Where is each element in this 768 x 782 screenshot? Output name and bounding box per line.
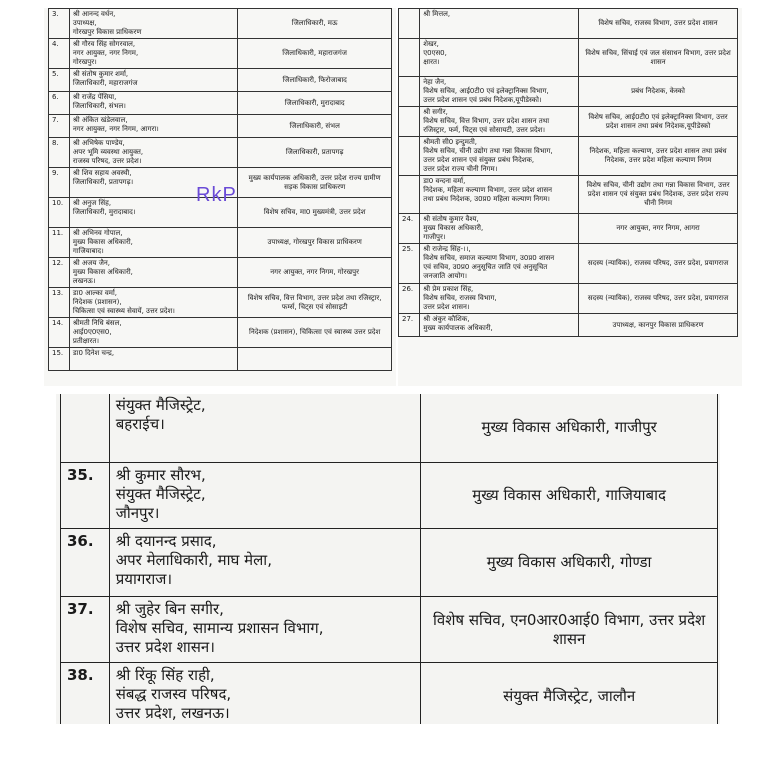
serial-number: 38. — [61, 663, 110, 725]
table-row — [61, 529, 718, 597]
name-line: श्री गौरव सिंह सोगरवाल, — [72, 40, 136, 48]
serial-number: 9. — [49, 168, 70, 198]
name-line: गाजीपुर। — [423, 233, 446, 241]
table-row — [49, 318, 392, 348]
new-posting: संयुक्त मैजिस्ट्रेट, जालौन — [421, 663, 718, 725]
name-line: श्री अनुज सिंह, — [72, 199, 112, 207]
name-line: नेहा जैन, — [423, 78, 447, 86]
table-row — [49, 39, 392, 69]
name-line: अपर भूमि व्यवस्था आयुक्त, — [72, 148, 144, 156]
table-row — [61, 663, 718, 725]
officer-name-current-post — [69, 258, 237, 288]
new-posting: निदेशक (प्रशासन), चिकित्सा एवं स्वास्थ्य उत्तर प्रदेश — [238, 318, 392, 348]
name-line: बहराईच। — [115, 415, 165, 433]
table-row — [399, 137, 738, 176]
name-line: श्रीमती निधि बंसल, — [72, 319, 122, 327]
officer-name-current-post — [69, 39, 237, 69]
new-posting: उपाध्यक्ष, कानपुर विकास प्राधिकरण — [579, 314, 738, 337]
new-posting: जिलाधिकारी, संभल — [238, 115, 392, 138]
serial-number — [61, 394, 110, 463]
serial-number: 6. — [49, 92, 70, 115]
officer-name-current-post — [420, 9, 579, 39]
new-posting: नगर आयुक्त, नगर निगम, गोरखपुर — [238, 258, 392, 288]
serial-number: 13. — [49, 288, 70, 318]
name-line: चिकित्सा एवं स्वास्थ्य सेवायें, उत्तर प्रदेश। — [72, 307, 175, 315]
new-posting: विशेष सचिव, मा0 मुख्यमंत्री, उत्तर प्रदेश — [238, 198, 392, 228]
name-line: रजिस्ट्रार, फर्म, चिट्स एवं सोसायटी, उत्तर प्रदेश। — [423, 126, 546, 134]
officer-name-current-post — [109, 597, 421, 663]
serial-number: 24. — [399, 214, 420, 244]
name-line: जिलाधिकारी, मुरादाबाद। — [72, 208, 136, 216]
name-line: श्री मित्तल, — [423, 10, 451, 18]
name-line: श्री दयानन्द प्रसाद, — [115, 532, 217, 550]
name-line: उत्तर प्रदेश शासन। — [115, 638, 215, 656]
new-posting: विशेष सचिव, सिंचाई एवं जल संसाधन विभाग, उत्तर प्रदेश शासन — [579, 39, 738, 77]
name-line: श्री प्रेम प्रकाश सिंह, — [423, 285, 474, 293]
serial-number: 27. — [399, 314, 420, 337]
new-posting: सदस्य (न्यायिक), राजस्व परिषद, उत्तर प्रदेश, प्रयागराज — [579, 244, 738, 284]
new-posting: विशेष सचिव, राजस्व विभाग, उत्तर प्रदेश शासन — [579, 9, 738, 39]
name-line: विशेष सचिव, राजस्व विभाग, — [423, 294, 497, 302]
officer-name-current-post — [109, 663, 421, 725]
name-line: विशेष सचिव, सामान्य प्रशासन विभाग, — [115, 619, 324, 637]
name-line: विशेष सचिव, वित्त विभाग, उत्तर प्रदेश शासन तथा — [423, 117, 550, 125]
name-line: प्रतीक्षारत। — [72, 337, 100, 345]
name-line: लखनऊ। — [72, 277, 96, 285]
new-posting: विशेष सचिव, वित्त विभाग, उत्तर प्रदेश तथा रजिस्ट्रार, फर्म्स, चिट्स एवं सोसाइटी — [238, 288, 392, 318]
table-row — [61, 597, 718, 663]
name-line: श्री जुहेर बिन सगीर, — [115, 600, 224, 618]
name-line: आई0ए0एस0, — [72, 328, 112, 336]
officer-name-current-post — [69, 288, 237, 318]
name-line: श्री संतोष कुमार शर्मा, — [72, 70, 129, 78]
serial-number: 4. — [49, 39, 70, 69]
table-row — [49, 9, 392, 39]
name-line: श्री रिंकू सिंह राही, — [115, 666, 215, 684]
new-posting: प्रबंध निदेशक, केस्को — [579, 77, 738, 107]
name-line: विशेष सचिव, चीनी उद्योग तथा गन्ना विकास विभाग, — [423, 147, 553, 155]
table-row — [49, 228, 392, 258]
serial-number — [399, 176, 420, 214]
table-row — [49, 138, 392, 168]
officer-name-current-post — [420, 39, 579, 77]
table-row — [399, 39, 738, 77]
serial-number: 11. — [49, 228, 70, 258]
officer-name-current-post — [420, 176, 579, 214]
name-line: विशेष सचिव, आई0टी0 एवं इलेक्ट्रानिक्स विभाग, — [423, 87, 549, 95]
table-row — [399, 176, 738, 214]
name-line: श्री आनन्द वर्धन, — [72, 10, 116, 18]
name-line: संयुक्त मैजिस्ट्रेट, — [115, 485, 206, 503]
officer-name-current-post — [420, 244, 579, 284]
officer-name-current-post — [420, 107, 579, 137]
name-line: मुख्य विकास अधिकारी, — [72, 238, 133, 246]
serial-number — [399, 77, 420, 107]
new-posting: सदस्य (न्यायिक), राजस्व परिषद, उत्तर प्रदेश, प्रयागराज — [579, 284, 738, 314]
serial-number: 7. — [49, 115, 70, 138]
officer-name-current-post — [69, 228, 237, 258]
serial-number: 25. — [399, 244, 420, 284]
officer-name-current-post — [420, 214, 579, 244]
new-posting: विशेष सचिव, चीनी उद्योग तथा गन्ना विकास विभाग, उत्तर प्रदेश शासन एवं संयुक्त प्रबंध निदेशक, उत्तर प्रदेश राज्य चीनी निगम — [579, 176, 738, 214]
serial-number — [399, 39, 420, 77]
serial-number: 15. — [49, 348, 70, 371]
name-line: श्री कुमार सौरभ, — [115, 466, 206, 484]
table-row — [49, 288, 392, 318]
name-line: डा0 दिनेश चन्द्र, — [72, 349, 115, 357]
name-line: गोरखपुर विकास प्राधिकरण — [72, 28, 142, 36]
name-line: श्रीमती सी0 इन्दुमती, — [423, 138, 477, 146]
table-row — [399, 107, 738, 137]
officer-name-current-post — [69, 115, 237, 138]
name-line: प्रयागराज। — [115, 570, 173, 588]
new-posting: उपाध्यक्ष, गोरखपुर विकास प्राधिकरण — [238, 228, 392, 258]
officer-name-current-post — [420, 314, 579, 337]
officer-name-current-post — [420, 284, 579, 314]
name-line: श्री शिव सहाय अवस्थी, — [72, 169, 132, 177]
name-line: उत्तर प्रदेश राज्य चीनी निगम। — [423, 165, 498, 173]
name-line: श्री अभिषेक पाण्डेय, — [72, 139, 125, 147]
name-line: उत्तर प्रदेश शासन एवं प्रबंध निदेशक,यूपीडेस्को। — [423, 96, 542, 104]
officer-name-current-post — [69, 348, 237, 371]
serial-number — [399, 107, 420, 137]
officer-name-current-post — [420, 77, 579, 107]
name-line: श्री अंकित खंडेलवाल, — [72, 116, 128, 124]
name-line: उपाध्यक्ष, — [72, 19, 97, 27]
serial-number: 10. — [49, 198, 70, 228]
new-posting: जिलाधिकारी, महाराजगंज — [238, 39, 392, 69]
name-line: जिलाधिकारी, महाराजगंज — [72, 79, 138, 87]
serial-number: 8. — [49, 138, 70, 168]
name-line: गाजियाबाद। — [72, 247, 104, 255]
table-row — [399, 244, 738, 284]
name-line: एवं सचिव, उ0प्र0 अनुसूचित जाति एवं अनुसूचित — [423, 263, 548, 271]
table-row — [61, 463, 718, 529]
new-posting: नगर आयुक्त, नगर निगम, आगरा — [579, 214, 738, 244]
name-line: श्री अंकुर कौशिक, — [423, 315, 470, 323]
name-line: क्षारत। — [423, 58, 440, 66]
new-posting: विशेष सचिव, एन0आर0आई0 विभाग, उत्तर प्रदेश शासन — [421, 597, 718, 663]
name-line: श्री सगीर, — [423, 108, 448, 116]
table-row — [49, 115, 392, 138]
name-line: डा0 आल्का वर्मा, — [72, 289, 117, 297]
table-row — [49, 258, 392, 288]
name-line: जिलाधिकारी, प्रतापगढ़। — [72, 178, 134, 186]
table-row — [399, 77, 738, 107]
table-row — [49, 348, 392, 371]
name-line: जनजाति आयोग। — [423, 272, 467, 280]
name-line: श्री संतोष कुमार वैश्य, — [423, 215, 479, 223]
new-posting — [238, 348, 392, 371]
new-posting: जिलाधिकारी, मऊ — [238, 9, 392, 39]
table-row — [399, 9, 738, 39]
table-row — [399, 214, 738, 244]
new-posting: जिलाधिकारी, प्रतापगढ़ — [238, 138, 392, 168]
new-posting: निदेशक, महिला कल्याण, उत्तर प्रदेश शासन तथा प्रबंध निदेशक, उत्तर प्रदेश महिला कल्याण निगम — [579, 137, 738, 176]
name-line: श्री राजेंद्र पेंसिया, — [72, 93, 117, 101]
table-row — [49, 92, 392, 115]
new-posting: विशेष सचिव, आई0टी0 एवं इलेक्ट्रानिक्स विभाग, उत्तर प्रदेश शासन तथा प्रबंध निदेशक,यूपीडेस्को — [579, 107, 738, 137]
officer-name-current-post — [69, 69, 237, 92]
name-line: मुख्य विकास अधिकारी, — [72, 268, 133, 276]
officer-name-current-post — [69, 9, 237, 39]
transfer-table-bottom — [60, 394, 718, 724]
serial-number: 12. — [49, 258, 70, 288]
serial-number: 37. — [61, 597, 110, 663]
name-line: उत्तर प्रदेश शासन। — [423, 303, 470, 311]
officer-name-current-post — [69, 318, 237, 348]
serial-number: 36. — [61, 529, 110, 597]
name-line: अपर मेलाधिकारी, माघ मेला, — [115, 551, 272, 569]
name-line: उत्तर प्रदेश शासन एवं संयुक्त प्रबंध निदेशक, — [423, 156, 535, 164]
name-line: श्री अजय जैन, — [72, 259, 111, 267]
name-line: जिलाधिकारी, संभल। — [72, 102, 126, 110]
table-row — [399, 314, 738, 337]
officer-name-current-post — [109, 529, 421, 597]
serial-number: 14. — [49, 318, 70, 348]
new-posting: मुख्य विकास अधिकारी, गोण्डा — [421, 529, 718, 597]
name-line: उत्तर प्रदेश, लखनऊ। — [115, 704, 230, 722]
officer-name-current-post — [69, 138, 237, 168]
officer-name-current-post — [109, 394, 421, 463]
watermark-text: RkP — [196, 184, 237, 206]
serial-number — [399, 137, 420, 176]
name-line: नगर आयुक्त, नगर निगम, आगरा। — [72, 125, 159, 133]
serial-number — [399, 9, 420, 39]
new-posting: मुख्य कार्यपालक अधिकारी, उत्तर प्रदेश राज्य ग्रामीण सड़क विकास प्राधिकरण — [238, 168, 392, 198]
name-line: तथा प्रबंध निदेशक, उ0प्र0 महिला कल्याण निगम। — [423, 195, 550, 203]
name-line: मुख्य कार्यपालक अधिकारी, — [423, 324, 493, 332]
name-line: शेखर, — [423, 40, 439, 48]
transfer-table-top-right — [398, 8, 738, 337]
new-posting: जिलाधिकारी, फिरोजाबाद — [238, 69, 392, 92]
officer-name-current-post — [109, 463, 421, 529]
new-posting: मुख्य विकास अधिकारी, गाजियाबाद — [421, 463, 718, 529]
name-line: नगर आयुक्त, नगर निगम, — [72, 49, 139, 57]
new-posting: मुख्य विकास अधिकारी, गाजीपुर — [421, 394, 718, 463]
name-line: निदेशक, महिला कल्याण विभाग, उत्तर प्रदेश शासन — [423, 186, 552, 194]
serial-number: 35. — [61, 463, 110, 529]
serial-number: 26. — [399, 284, 420, 314]
table-row — [399, 284, 738, 314]
table-row — [61, 394, 718, 463]
serial-number: 3. — [49, 9, 70, 39]
name-line: राजस्व परिषद, उत्तर प्रदेश। — [72, 157, 142, 165]
new-posting: जिलाधिकारी, मुरादाबाद — [238, 92, 392, 115]
top-right-document-fragment — [398, 8, 742, 386]
name-line: ए0एस0, — [423, 49, 447, 57]
name-line: मुख्य विकास अधिकारी, — [423, 224, 484, 232]
bottom-document-fragment — [56, 394, 720, 724]
name-line: श्री अभिनव गोपाल, — [72, 229, 123, 237]
officer-name-current-post — [69, 92, 237, 115]
name-line: निदेशक (प्रशासन), — [72, 298, 122, 306]
name-line: श्री राजेन्द्र सिंह-।।, — [423, 245, 471, 253]
table-row — [49, 69, 392, 92]
divider — [0, 386, 768, 394]
name-line: जौनपुर। — [115, 504, 160, 522]
name-line: संयुक्त मैजिस्ट्रेट, — [115, 396, 206, 414]
serial-number: 5. — [49, 69, 70, 92]
name-line: गोरखपुर। — [72, 58, 97, 66]
officer-name-current-post — [420, 137, 579, 176]
name-line: संबद्ध राजस्व परिषद, — [115, 685, 232, 703]
name-line: विशेष सचिव, समाज कल्याण विभाग, उ0प्र0 शासन — [423, 254, 555, 262]
name-line: डा0 वन्दना वर्मा, — [423, 177, 466, 185]
